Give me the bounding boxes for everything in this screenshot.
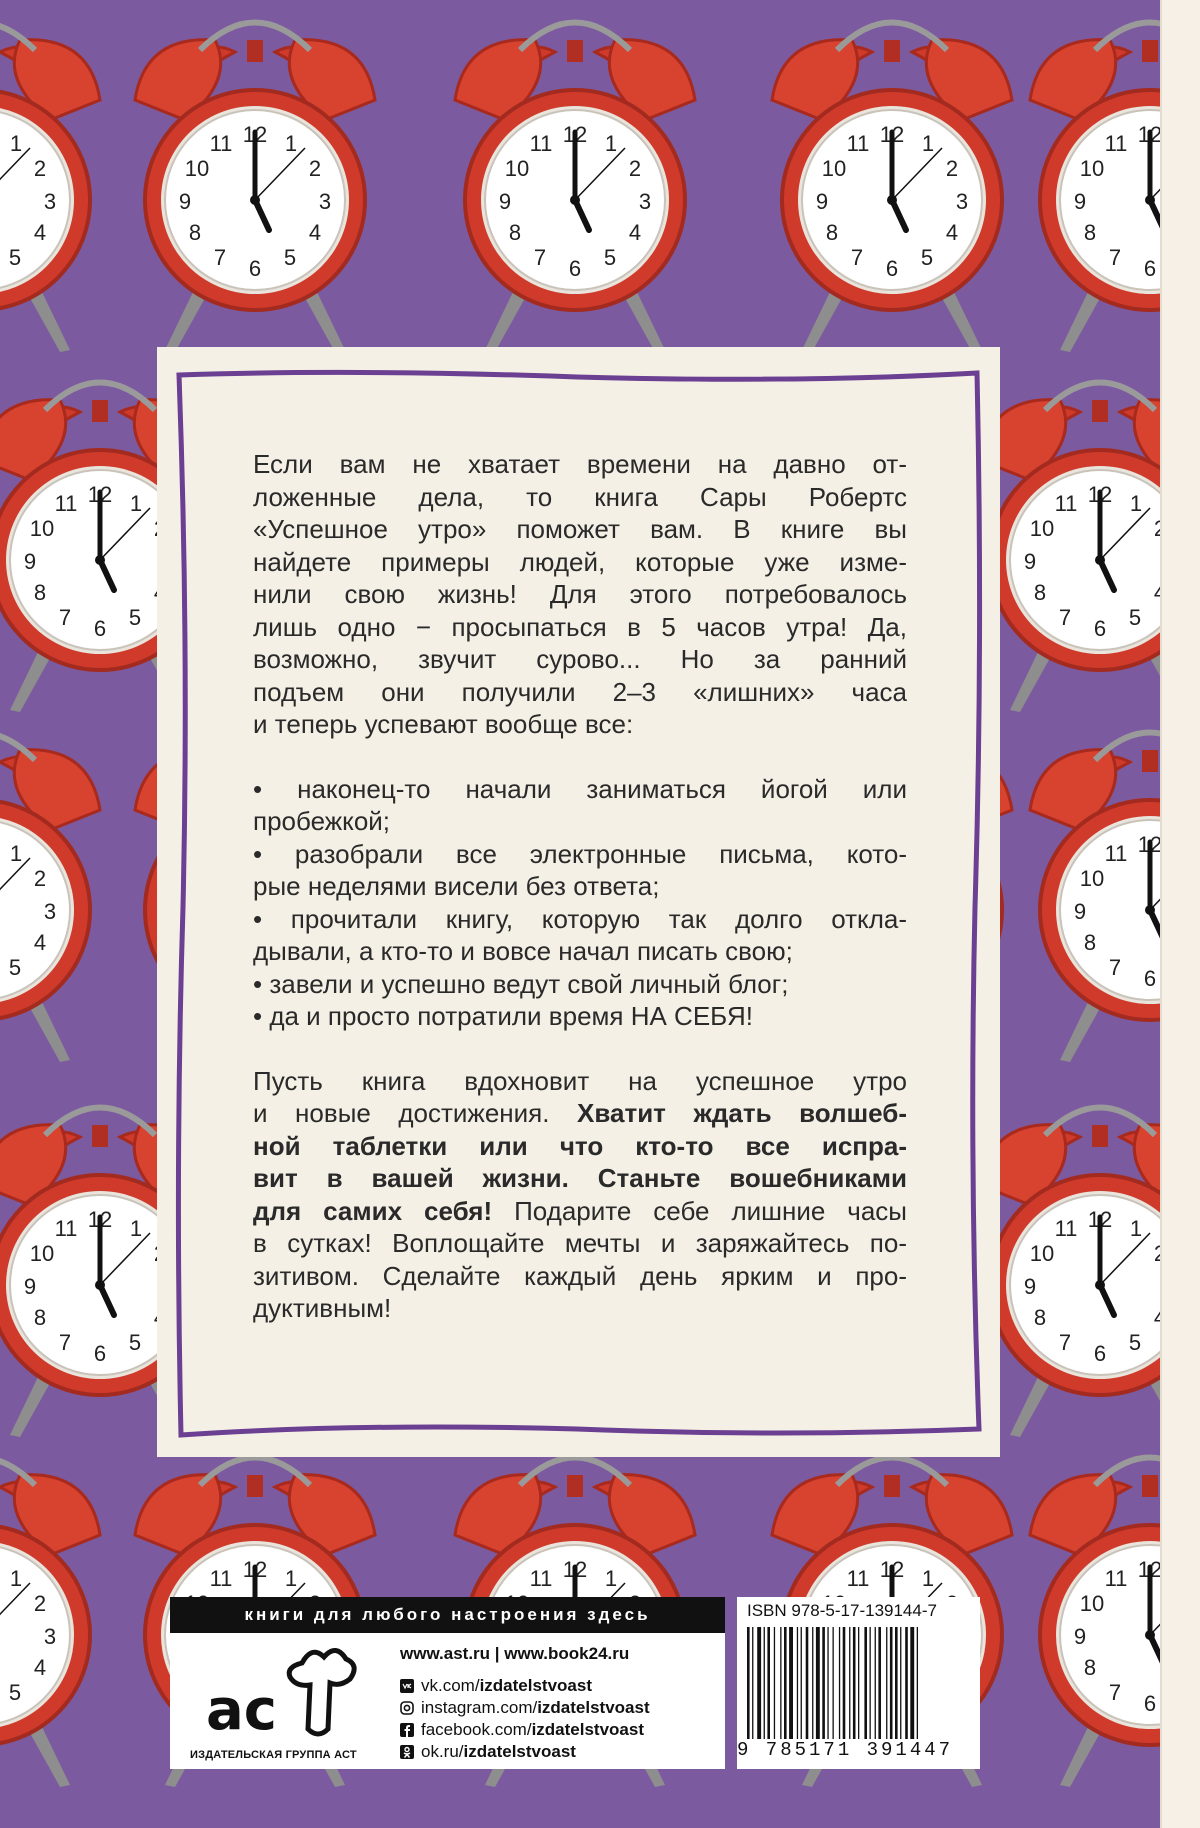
barcode-box — [737, 1597, 980, 1769]
intro-line: возможно, звучит сурово... Но за ранний — [253, 644, 907, 674]
closing-line: Пусть книга вдохновит на успешное утро — [253, 1065, 907, 1096]
intro-line: ложенные дела, то книга Сары Робертс — [253, 481, 907, 512]
closing-line: для самих себя! Подарите себе лишние часы — [253, 1195, 907, 1226]
vk-link[interactable]: vk.com/ izdatelstvoast — [400, 1675, 720, 1697]
bullet-line: • разобрали все электронные письма, кото- — [253, 838, 907, 869]
closing-line: в сутках! Воплощайте мечты и заряжайтесь по- — [253, 1228, 907, 1258]
facebook-icon — [400, 1723, 414, 1737]
closing-line: и новые достижения. Хватит ждать волшеб- — [253, 1098, 907, 1128]
isbn-label: ISBN 978-5-17-139144-7 — [747, 1601, 937, 1620]
barcode-icon — [745, 1627, 972, 1739]
ok-link[interactable]: ok.ru/ izdatelstvoast — [400, 1741, 720, 1763]
ast-logo — [190, 1643, 375, 1763]
intro-line: и теперь успевают вообще все: — [253, 709, 634, 739]
book-spine-edge — [1160, 0, 1200, 1828]
publisher-tagline: книги для любого настроения здесь — [170, 1597, 725, 1633]
publisher-group-label: ИЗДАТЕЛЬСКАЯ ГРУППА АСТ — [190, 1749, 357, 1761]
ok-icon — [400, 1745, 414, 1759]
bullet-line: пробежкой; — [253, 806, 391, 836]
bullet-line: • завели и успешно ведут свой личный блог; — [253, 968, 789, 999]
bullet-line: • прочитали книгу, которую так долго откла- — [253, 903, 907, 934]
intro-line: Если вам не хватает времени на давно от- — [253, 449, 907, 479]
intro-line: «Успешное утро» поможет вам. В книге вы — [253, 514, 907, 544]
instagram-icon — [400, 1701, 414, 1715]
svg-text:ac: ac — [206, 1678, 277, 1743]
intro-line: найдете примеры людей, которые уже изме- — [253, 546, 907, 577]
publisher-badge — [170, 1597, 725, 1769]
publisher-links — [400, 1643, 720, 1763]
closing-line: вит в вашей жизни. Станьте вошебниками — [253, 1163, 907, 1193]
bullet-line: • наконец-то начали заниматься йогой или — [253, 773, 907, 804]
intro-line: лишь одно − просыпаться в 5 часов утра! Да, — [253, 611, 907, 642]
bullet-line: дывали, а кто-то и вовсе начал писать свою; — [253, 936, 793, 966]
bullet-line: рые неделями висели без ответа; — [253, 871, 660, 901]
closing-line: зитивом. Сделайте каждый день ярким и про- — [253, 1260, 907, 1291]
description-text — [253, 448, 907, 1325]
intro-line: нили свою жизнь! Для этого потребовалось — [253, 579, 907, 609]
closing-line: дуктивным! — [253, 1293, 392, 1323]
bullet-line: • да и просто потратили время НА СЕБЯ! — [253, 1001, 753, 1031]
barcode-number: 9 785171 391447 — [737, 1739, 954, 1761]
facebook-link[interactable]: facebook.com/ izdatelstvoast — [400, 1719, 720, 1741]
closing-line: ной таблетки или что кто-то все испра- — [253, 1130, 907, 1161]
vk-icon — [400, 1679, 414, 1693]
intro-line: подъем они получили 2–3 «лишних» часа — [253, 676, 907, 707]
instagram-link[interactable]: instagram.com/ izdatelstvoast — [400, 1697, 720, 1719]
publisher-sites[interactable]: www.ast.ru | www.book24.ru — [400, 1644, 630, 1663]
ast-logo-icon — [190, 1643, 375, 1747]
